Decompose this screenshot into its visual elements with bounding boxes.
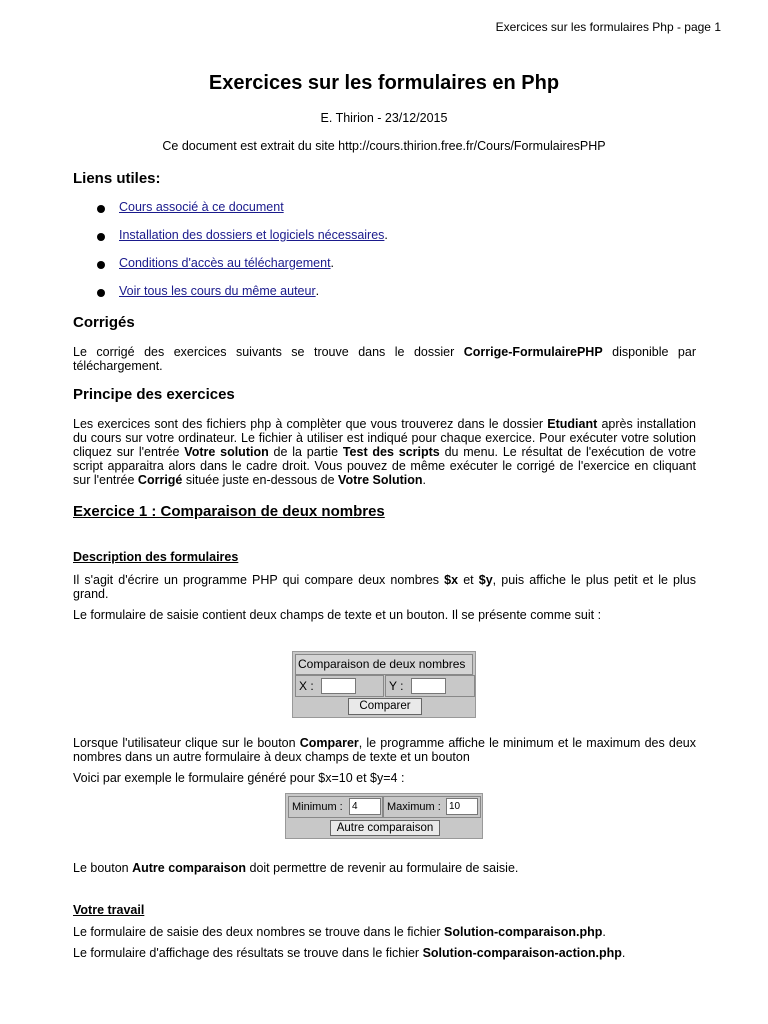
- comparer-button[interactable]: Comparer: [348, 698, 422, 715]
- comparison-form-illustration: [292, 651, 476, 718]
- link-suffix: .: [330, 256, 335, 270]
- form-intro-paragraph: Le formulaire de saisie contient deux champs de texte et un bouton. Il se présente comme suit :: [73, 608, 602, 622]
- bullet-icon: [97, 261, 105, 269]
- description-heading: Description des formulaires: [73, 550, 239, 564]
- link-suffix: .: [384, 228, 388, 242]
- autre-comparaison-button[interactable]: Autre comparaison: [330, 820, 440, 836]
- maximum-field[interactable]: 10: [446, 798, 478, 815]
- running-head: Exercices sur les formulaires Php - page 1: [495, 20, 721, 34]
- author-date: E. Thirion - 23/12/2015: [320, 111, 448, 125]
- maximum-label: Maximum :: [387, 801, 441, 813]
- minimum-cell: [288, 796, 383, 818]
- bullet-icon: [97, 205, 105, 213]
- x-label: X :: [299, 679, 314, 693]
- minimum-label: Minimum :: [292, 801, 343, 813]
- x-input[interactable]: [321, 678, 356, 694]
- y-label: Y :: [389, 679, 404, 693]
- result-form-illustration: [285, 793, 483, 839]
- comparer-paragraph: Lorsque l'utilisateur clique sur le bouton Comparer, le programme affiche le minimum et le maximum des deux nombres dans un autre formulaire à deux champs de texte et un bouton: [73, 736, 697, 764]
- travail-line-2: Le formulaire d'affichage des résultats se trouve dans le fichier Solution-comparaison-action.php.: [73, 946, 626, 960]
- list-item: [97, 284, 388, 312]
- document-title: Exercices sur les formulaires en Php: [208, 72, 560, 94]
- x-cell: [295, 675, 384, 697]
- link-cours-associe[interactable]: Cours associé à ce document: [119, 200, 284, 214]
- bullet-icon: [97, 289, 105, 297]
- minimum-field[interactable]: 4: [349, 798, 381, 815]
- y-input[interactable]: [411, 678, 446, 694]
- list-item: [97, 256, 388, 284]
- example-intro-paragraph: Voici par exemple le formulaire généré pour $x=10 et $y=4 :: [73, 771, 405, 785]
- list-item: [97, 228, 388, 256]
- link-conditions[interactable]: Conditions d'accès au téléchargement: [119, 256, 331, 270]
- corriges-paragraph: Le corrigé des exercices suivants se trouve dans le dossier Corrige-FormulairePHP disponible par téléchargement.: [73, 345, 696, 373]
- exercice1-heading: Exercice 1 : Comparaison de deux nombres: [73, 503, 385, 520]
- corriges-heading: Corrigés: [73, 314, 135, 331]
- link-tous-les-cours[interactable]: Voir tous les cours du même auteur: [119, 284, 316, 298]
- link-suffix: .: [315, 284, 320, 298]
- y-cell: [385, 675, 475, 697]
- autre-comparaison-paragraph: Le bouton Autre comparaison doit permettre de revenir au formulaire de saisie.: [73, 861, 519, 875]
- link-installation[interactable]: Installation des dossiers et logiciels nécessaires: [119, 228, 385, 242]
- liens-utiles-heading: Liens utiles:: [73, 170, 161, 187]
- principe-paragraph: Les exercices sont des fichiers php à complèter que vous trouverez dans le dossier Etudiant après installation du cours sur votre ordinateur. Le fichier à utiliser est indiqué pour chaque exercice. Pour exécuter votre solution cliquez sur l'entrée Votre solution de la partie Test des scripts du menu. Le résultat de l'exécution de votre script apparaitra alors dans le cadre droit. Vous pouvez de même exécuter le corrigé de l'exercice en cliquant sur l'entrée Corrigé située juste en-dessous de Votre Solution.: [73, 417, 696, 487]
- travail-line-1: Le formulaire de saisie des deux nombres se trouve dans le fichier Solution-comparaison.php.: [73, 925, 606, 939]
- form-title: Comparaison de deux nombres: [295, 654, 473, 675]
- description-paragraph: Il s'agit d'écrire un programme PHP qui compare deux nombres $x et $y, puis affiche le plus petit et le plus grand.: [73, 573, 696, 601]
- bullet-icon: [97, 233, 105, 241]
- list-item: [97, 200, 388, 228]
- principe-heading: Principe des exercices: [73, 386, 235, 403]
- maximum-cell: [383, 796, 481, 818]
- source-note: Ce document est extrait du site http://cours.thirion.free.fr/Cours/FormulairesPHP: [162, 139, 606, 153]
- votre-travail-heading: Votre travail: [73, 903, 145, 917]
- links-list: [97, 200, 388, 312]
